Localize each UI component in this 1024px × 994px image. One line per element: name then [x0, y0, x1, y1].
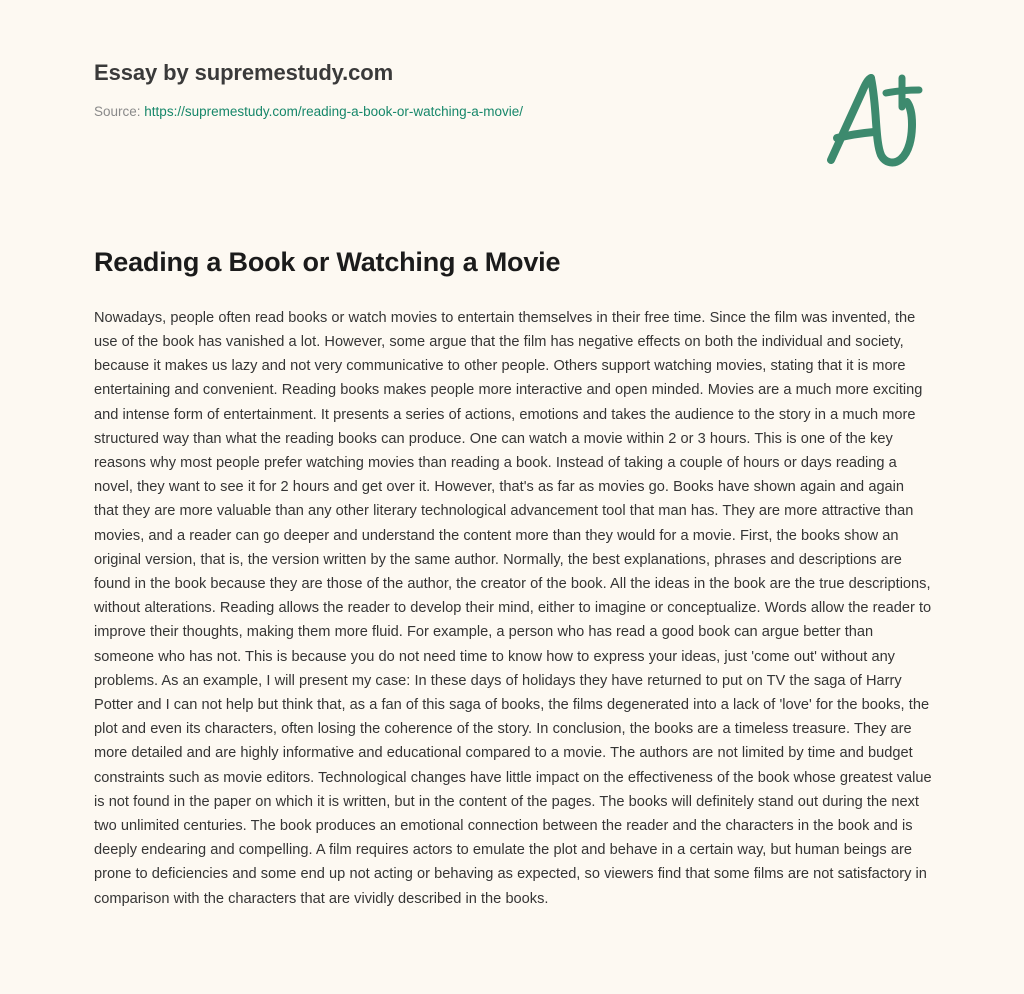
page-title: Reading a Book or Watching a Movie [94, 247, 561, 277]
article [94, 246, 932, 911]
brand-title: Essay by supremestudy.com [94, 60, 394, 85]
article-paragraph: Nowadays, people often read books or watch movies to entertain themselves in their free time. Since the film was invented, the use of the book has vanished a lot. However, some argue that the film has negative effects on both the individual and society, because it makes us lazy and not very communicative to other people. Others support watching movies, stating that it is more entertaining and convenient. Reading books makes people more interactive and open minded. Movies are a much more exciting and intense form of entertainment. It presents a series of actions, emotions and takes the audience to the story in a much more structured way than what the reading books can produce. One can watch a movie within 2 or 3 hours. This is one of the key reasons why most people prefer watching movies than reading a book. Instead of taking a couple of hours or days reading a novel, they want to see it for 2 hours and get over it. However, that's as far as movies go. Books have shown again and again that they are more valuable than any other literary technological advancement tool that man has. They are more attractive than movies, and a reader can go deeper and understand the content more than they would for a movie. First, the books show an original version, that is, the version written by the same author. Normally, the best explanations, phrases and descriptions are found in the book because they are those of the author, the creator of the book. All the ideas in the book are the true descriptions, without alterations. Reading allows the reader to develop their mind, either to imagine or conceptualize. Words allow the reader to improve their thoughts, making them more fluid. For example, a person who has read a good book can argue better than someone who has not. This is because you do not need time to know how to express your ideas, just 'come out' without any problems. As an example, I will present my case: In these days of holidays they have returned to put on TV the saga of Harry Potter and I can not help but think that, as a fan of this saga of books, the films degenerated into a lack of 'love' for the books, the plot and even its characters, often losing the coherence of the story. In conclusion, the books are a timeless treasure. They are more detailed and are highly informative and educational compared to a movie. The authors are not limited by time and budget constraints such as movie editors. Technological changes have little impact on the effectiveness of the book whose greatest value is not found in the paper on which it is written, but in the content of the pages. The books will definitely stand out during the next two unlimited centuries. The book produces an emotional connection between the reader and the characters in the book and is deeply endearing and compelling. A film requires actors to emulate the plot and behave in a certain way, but human beings are prone to deficiencies and some end up not acting or behaving as expected, so viewers find that some films are not satisfactory in comparison with the characters that are vividly described in the books. [94, 309, 932, 907]
a-plus-logo [818, 66, 930, 170]
source-url-link[interactable]: https://supremestudy.com/reading-a-book-or-watching-a-movie/ [144, 104, 523, 120]
article-body [94, 306, 932, 911]
source-label: Source: [94, 104, 141, 120]
